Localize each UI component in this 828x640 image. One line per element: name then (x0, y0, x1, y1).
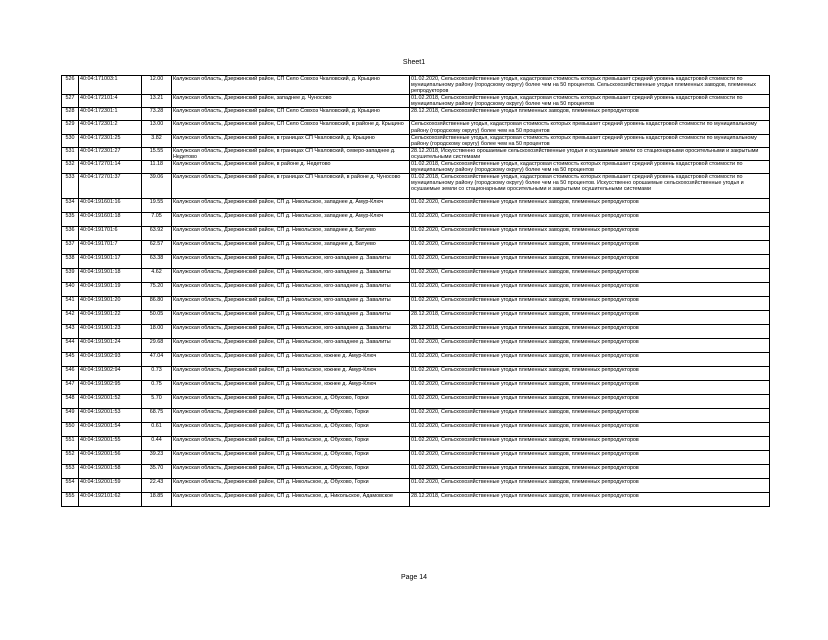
land-category-cell: 01.02.2020, Сельскохозяйственные угодья племенных заводов, племенных репродукторов (410, 269, 770, 283)
land-category-cell: 01.02.2020, Сельскохозяйственные угодья племенных заводов, племенных репродукторов (410, 297, 770, 311)
row-number-cell: 540 (62, 283, 79, 297)
land-category-cell: 28.12.2018, Сельскохозяйственные угодья племенных заводов, племенных репродукторов (410, 311, 770, 325)
area-cell: 0.75 (142, 381, 172, 395)
address-cell: Калужская область, Дзержинский район, СП д. Никольское, западнее д. Батуево (172, 241, 410, 255)
row-number-cell: 543 (62, 325, 79, 339)
area-cell: 4.62 (142, 269, 172, 283)
address-cell: Калужская область, Дзержинский район, СП д. Никольское, д. Никольское, Адамовское (172, 493, 410, 507)
area-cell: 22.43 (142, 479, 172, 493)
table-row (62, 423, 770, 437)
row-number-cell: 542 (62, 311, 79, 325)
cadastral-number-cell: 40:04:171003:1 (79, 76, 142, 95)
land-category-cell: Сельскохозяйственные угодья, кадастровая стоимость которых превышает средний уровень кадастровой стоимости по муниципальному району (городскому округу) более чем на 50 процентов (410, 134, 770, 147)
row-number-cell: 534 (62, 199, 79, 213)
area-cell: 29.68 (142, 339, 172, 353)
cadastral-number-cell: 40:04:172301:25 (79, 134, 142, 147)
row-number-cell: 547 (62, 381, 79, 395)
table-row (62, 381, 770, 395)
land-category-cell: 01.02.2020, Сельскохозяйственные угодья племенных заводов, племенных репродукторов (410, 437, 770, 451)
table-row (62, 199, 770, 213)
area-cell: 62.57 (142, 241, 172, 255)
address-cell: Калужская область, Дзержинский район, в районе д. Недетово (172, 161, 410, 174)
area-cell: 11.18 (142, 161, 172, 174)
row-number-cell: 541 (62, 297, 79, 311)
cadastral-number-cell: 40:04:172701:14 (79, 161, 142, 174)
row-number-cell: 536 (62, 227, 79, 241)
area-cell: 7.05 (142, 213, 172, 227)
land-category-cell: 01.02.2020, Сельскохозяйственные угодья племенных заводов, племенных репродукторов (410, 423, 770, 437)
cadastral-number-cell: 40:04:191901:24 (79, 339, 142, 353)
row-number-cell: 552 (62, 451, 79, 465)
area-cell: 39.06 (142, 174, 172, 199)
table-row (62, 479, 770, 493)
row-number-cell: 528 (62, 108, 79, 121)
land-category-cell: 01.02.2018, Сельскохозяйственные угодья, кадастровая стоимость которых превышает средний уровень кадастровой стоимости по муниципальному району (городскому округу) более чем на 50 процентов (410, 161, 770, 174)
row-number-cell: 537 (62, 241, 79, 255)
cadastral-number-cell: 40:04:191901:17 (79, 255, 142, 269)
land-category-cell: 28.12.2018, Искусственно орошаемые сельскохозяйственные угодья и осушаемые земли со стационарными оросительными и закрытыми осушительными системами (410, 147, 770, 160)
address-cell: Калужская область, Дзержинский район, СП д. Никольское, д. Обухово, Горки (172, 423, 410, 437)
area-cell: 18.85 (142, 493, 172, 507)
area-cell: 3.82 (142, 134, 172, 147)
land-category-cell: 01.02.2020, Сельскохозяйственные угодья племенных заводов, племенных репродукторов (410, 241, 770, 255)
row-number-cell: 530 (62, 134, 79, 147)
address-cell: Калужская область, Дзержинский район, СП д. Никольское, д. Обухово, Горки (172, 437, 410, 451)
table-row (62, 174, 770, 199)
row-number-cell: 544 (62, 339, 79, 353)
cadastral-number-cell: 40:04:172701:37 (79, 174, 142, 199)
table-row (62, 493, 770, 507)
cadastral-number-cell: 40:04:192101:62 (79, 493, 142, 507)
land-category-cell: 01.02.2020, Сельскохозяйственные угодья племенных заводов, племенных репродукторов (410, 227, 770, 241)
address-cell: Калужская область, Дзержинский район, СП д. Никольское, д. Обухово, Горки (172, 409, 410, 423)
land-category-cell: 01.02.2020, Сельскохозяйственные угодья племенных заводов, племенных репродукторов (410, 479, 770, 493)
land-category-cell: 01.02.2018, Сельскохозяйственные угодья, кадастровая стоимость которых превышает средний уровень кадастровой стоимости по муниципальному району (городскому округу) более чем на 50 процентов. Искусственно орошаемые сельскохозяйственные угодья и осушаемые земли со стационарными оросительными и закрытыми осушительными системами (410, 174, 770, 199)
area-cell: 39.23 (142, 451, 172, 465)
address-cell: Калужская область, Дзержинский район, СП Село Совхоз Чкаловский, д. Крыцино (172, 76, 410, 95)
area-cell: 63.38 (142, 255, 172, 269)
table-row (62, 121, 770, 134)
cadastral-number-cell: 40:04:192001:54 (79, 423, 142, 437)
row-number-cell: 549 (62, 409, 79, 423)
table-row (62, 465, 770, 479)
land-category-cell: 01.02.2020, Сельскохозяйственные угодья племенных заводов, племенных репродукторов (410, 395, 770, 409)
cadastral-number-cell: 40:04:172301:2 (79, 121, 142, 134)
land-category-cell: 28.12.2018, Сельскохозяйственные угодья племенных заводов, племенных репродукторов (410, 325, 770, 339)
row-number-cell: 538 (62, 255, 79, 269)
area-cell: 47.04 (142, 353, 172, 367)
row-number-cell: 554 (62, 479, 79, 493)
land-category-cell: 01.02.2020, Сельскохозяйственные угодья племенных заводов, племенных репродукторов (410, 255, 770, 269)
address-cell: Калужская область, Дзержинский район, СП д. Никольское, юго-западнее д. Завалиты (172, 269, 410, 283)
address-cell: Калужская область, Дзержинский район, СП д. Никольское, д. Обухово, Горки (172, 451, 410, 465)
row-number-cell: 526 (62, 76, 79, 95)
row-number-cell: 548 (62, 395, 79, 409)
cadastral-number-cell: 40:04:191601:16 (79, 199, 142, 213)
address-cell: Калужская область, Дзержинский район, СП д. Никольское, юго-западнее д. Завалиты (172, 339, 410, 353)
row-number-cell: 553 (62, 465, 79, 479)
row-number-cell: 550 (62, 423, 79, 437)
address-cell: Калужская область, Дзержинский район, западнее д. Чуносово (172, 95, 410, 108)
table-row (62, 255, 770, 269)
area-cell: 0.61 (142, 423, 172, 437)
row-number-cell: 545 (62, 353, 79, 367)
cadastral-number-cell: 40:04:191902:94 (79, 367, 142, 381)
address-cell: Калужская область, Дзержинский район, СП д. Никольское, южнее д. Амур-Ключ (172, 353, 410, 367)
table-row (62, 353, 770, 367)
area-cell: 19.55 (142, 199, 172, 213)
row-number-cell: 531 (62, 147, 79, 160)
area-cell: 35.70 (142, 465, 172, 479)
cadastral-number-cell: 40:04:191701:6 (79, 227, 142, 241)
land-category-cell: 01.02.2020, Сельскохозяйственные угодья племенных заводов, племенных репродукторов (410, 353, 770, 367)
cadastral-number-cell: 40:04:172101:4 (79, 95, 142, 108)
land-category-cell: 01.02.2020, Сельскохозяйственные угодья племенных заводов, племенных репродукторов (410, 367, 770, 381)
cadastral-number-cell: 40:04:192001:55 (79, 437, 142, 451)
cadastral-number-cell: 40:04:191902:95 (79, 381, 142, 395)
table-row (62, 437, 770, 451)
cadastral-number-cell: 40:04:192001:56 (79, 451, 142, 465)
land-category-cell: 01.02.2020, Сельскохозяйственные угодья племенных заводов, племенных репродукторов (410, 199, 770, 213)
cadastral-number-cell: 40:04:191601:18 (79, 213, 142, 227)
address-cell: Калужская область, Дзержинский район, СП д. Никольское, д. Обухово, Горки (172, 479, 410, 493)
land-category-cell: 28.12.2018, Сельскохозяйственные угодья племенных заводов, племенных репродукторов (410, 493, 770, 507)
address-cell: Калужская область, Дзержинский район, СП Село Совхоз Чкаловский, д. Крыцино (172, 108, 410, 121)
sheet-title: Sheet1 (402, 59, 426, 66)
address-cell: Калужская область, Дзержинский район, в границах СП Чкаловский, северо-западнее д. Недетово (172, 147, 410, 160)
land-category-cell: Сельскохозяйственные угодья, кадастровая стоимость которых превышает средний уровень кадастровой стоимости по муниципальному району (городскому округу) более чем на 50 процентов (410, 121, 770, 134)
row-number-cell: 546 (62, 367, 79, 381)
address-cell: Калужская область, Дзержинский район, в границах СП Чкаловский, в районе д. Чуносово (172, 174, 410, 199)
table-row (62, 339, 770, 353)
area-cell: 0.44 (142, 437, 172, 451)
table-row (62, 283, 770, 297)
cadastral-number-cell: 40:04:192001:59 (79, 479, 142, 493)
address-cell: Калужская область, Дзержинский район, СП д. Никольское, южнее д. Амур-Ключ (172, 367, 410, 381)
area-cell: 86.80 (142, 297, 172, 311)
address-cell: Калужская область, Дзержинский район, СП д. Никольское, западнее д. Амур-Ключ (172, 199, 410, 213)
land-category-cell: 01.02.2020, Сельскохозяйственные угодья, кадастровая стоимость которых превышает средний уровень кадастровой стоимости по муниципальному району (городскому округу) более чем на 50 процентов. Сельскохозяйственные угодья племенных заводов, племенных репродукторов (410, 76, 770, 95)
row-number-cell: 555 (62, 493, 79, 507)
area-cell: 13.00 (142, 121, 172, 134)
cadastral-number-cell: 40:04:191901:20 (79, 297, 142, 311)
address-cell: Калужская область, Дзержинский район, СП Село Совхоз Чкаловский, в районе д. Крыцино (172, 121, 410, 134)
land-category-cell: 01.02.2020, Сельскохозяйственные угодья племенных заводов, племенных репродукторов (410, 339, 770, 353)
table-row (62, 147, 770, 160)
table-row (62, 241, 770, 255)
cadastral-number-cell: 40:04:191901:22 (79, 311, 142, 325)
table-row (62, 76, 770, 95)
table-row (62, 409, 770, 423)
row-number-cell: 551 (62, 437, 79, 451)
table-row (62, 108, 770, 121)
page-number: Page 14 (400, 574, 428, 581)
row-number-cell: 529 (62, 121, 79, 134)
land-category-cell: 01.02.2020, Сельскохозяйственные угодья племенных заводов, племенных репродукторов (410, 283, 770, 297)
row-number-cell: 535 (62, 213, 79, 227)
address-cell: Калужская область, Дзержинский район, СП д. Никольское, западнее д. Батуево (172, 227, 410, 241)
land-category-cell: 01.02.2020, Сельскохозяйственные угодья племенных заводов, племенных репродукторов (410, 451, 770, 465)
table-row (62, 161, 770, 174)
address-cell: Калужская область, Дзержинский район, СП д. Никольское, д. Обухово, Горки (172, 465, 410, 479)
cadastral-number-cell: 40:04:192001:53 (79, 409, 142, 423)
land-category-cell: 01.02.2018, Сельскохозяйственные угодья, кадастровая стоимость которых превышает средний уровень кадастровой стоимости по муниципальному району (городскому округу) более чем на 50 процентов (410, 95, 770, 108)
area-cell: 50.05 (142, 311, 172, 325)
area-cell: 68.75 (142, 409, 172, 423)
land-category-cell: 01.02.2020, Сельскохозяйственные угодья племенных заводов, племенных репродукторов (410, 381, 770, 395)
row-number-cell: 532 (62, 161, 79, 174)
area-cell: 0.73 (142, 367, 172, 381)
address-cell: Калужская область, Дзержинский район, СП д. Никольское, западнее д. Амур-Ключ (172, 213, 410, 227)
cadastral-number-cell: 40:04:192001:52 (79, 395, 142, 409)
table-row (62, 134, 770, 147)
table-row (62, 227, 770, 241)
area-cell: 5.70 (142, 395, 172, 409)
cadastral-number-cell: 40:04:191901:23 (79, 325, 142, 339)
table-row (62, 297, 770, 311)
table-row (62, 451, 770, 465)
address-cell: Калужская область, Дзержинский район, СП д. Никольское, юго-западнее д. Завалиты (172, 325, 410, 339)
cadastral-number-cell: 40:04:172301:1 (79, 108, 142, 121)
row-number-cell: 533 (62, 174, 79, 199)
cadastral-number-cell: 40:04:191901:18 (79, 269, 142, 283)
table-row (62, 95, 770, 108)
table-row (62, 325, 770, 339)
address-cell: Калужская область, Дзержинский район, СП д. Никольское, юго-западнее д. Завалиты (172, 297, 410, 311)
area-cell: 18.00 (142, 325, 172, 339)
land-parcels-table (61, 75, 770, 507)
cadastral-number-cell: 40:04:191902:93 (79, 353, 142, 367)
land-category-cell: 01.02.2020, Сельскохозяйственные угодья племенных заводов, племенных репродукторов (410, 409, 770, 423)
table-row (62, 395, 770, 409)
cadastral-number-cell: 40:04:191701:7 (79, 241, 142, 255)
address-cell: Калужская область, Дзержинский район, в границах СП Чкаловский, д. Крыцино (172, 134, 410, 147)
area-cell: 63.92 (142, 227, 172, 241)
table-row (62, 269, 770, 283)
address-cell: Калужская область, Дзержинский район, СП д. Никольское, юго-западнее д. Завалиты (172, 283, 410, 297)
area-cell: 75.20 (142, 283, 172, 297)
area-cell: 15.55 (142, 147, 172, 160)
cadastral-number-cell: 40:04:191901:19 (79, 283, 142, 297)
row-number-cell: 539 (62, 269, 79, 283)
cadastral-number-cell: 40:04:192001:58 (79, 465, 142, 479)
cadastral-number-cell: 40:04:172301:27 (79, 147, 142, 160)
table-row (62, 213, 770, 227)
land-category-cell: 28.12.2018, Сельскохозяйственные угодья племенных заводов, племенных репродукторов (410, 108, 770, 121)
table-row (62, 311, 770, 325)
area-cell: 12.00 (142, 76, 172, 95)
address-cell: Калужская область, Дзержинский район, СП д. Никольское, южнее д. Амур-Ключ (172, 381, 410, 395)
table-row (62, 367, 770, 381)
address-cell: Калужская область, Дзержинский район, СП д. Никольское, юго-западнее д. Завалиты (172, 311, 410, 325)
address-cell: Калужская область, Дзержинский район, СП д. Никольское, юго-западнее д. Завалиты (172, 255, 410, 269)
address-cell: Калужская область, Дзержинский район, СП д. Никольское, д. Обухово, Горки (172, 395, 410, 409)
area-cell: 73.28 (142, 108, 172, 121)
row-number-cell: 527 (62, 95, 79, 108)
area-cell: 13.21 (142, 95, 172, 108)
land-category-cell: 01.02.2020, Сельскохозяйственные угодья племенных заводов, племенных репродукторов (410, 213, 770, 227)
land-category-cell: 01.02.2020, Сельскохозяйственные угодья племенных заводов, племенных репродукторов (410, 465, 770, 479)
